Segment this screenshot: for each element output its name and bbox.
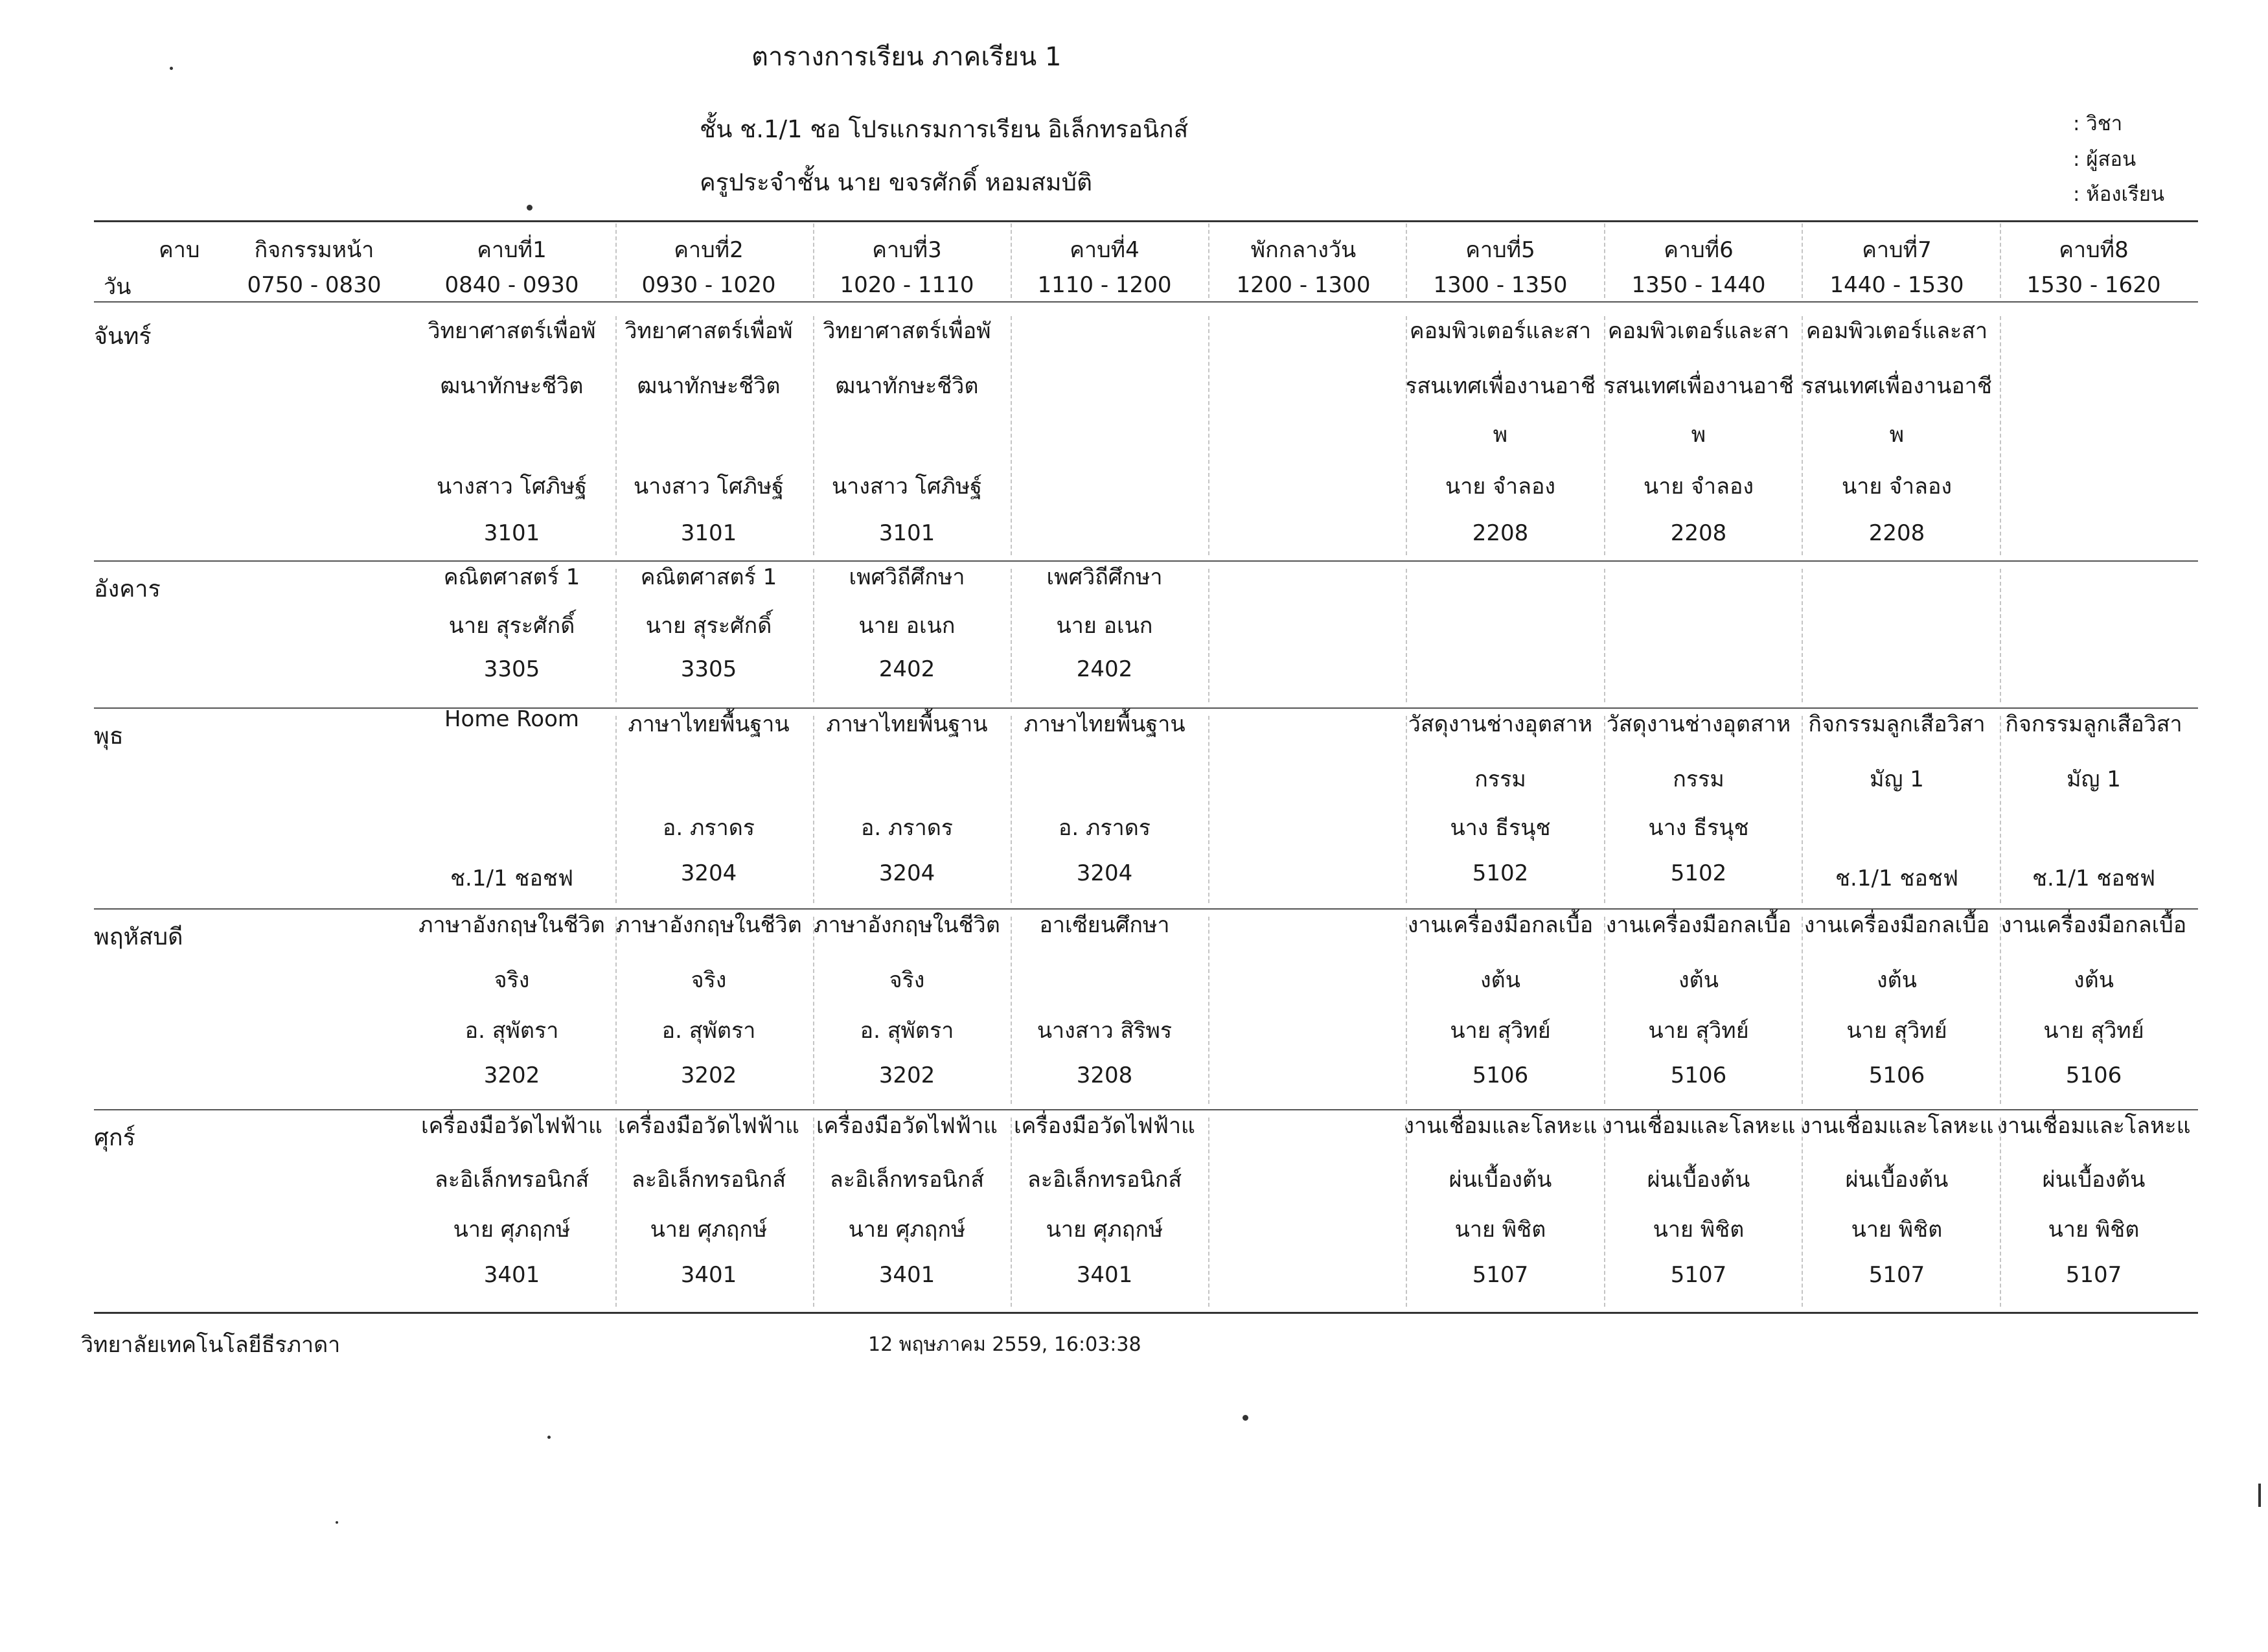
schedule-cell-line: 3101: [680, 520, 737, 546]
row-column-separator: [1406, 569, 1407, 702]
schedule-cell-line: นาย สุวิทย์: [2043, 1018, 2144, 1044]
schedule-cell-line: ฒนาทักษะชีวิต: [637, 373, 781, 399]
schedule-cell-line: 5106: [1670, 1062, 1727, 1088]
schedule-cell-line: 3204: [1076, 860, 1133, 886]
schedule-cell-line: งานเชื่อมและโลหะแ: [1997, 1113, 2191, 1139]
schedule-cell-line: ภาษาอังกฤษในชีวิต: [418, 912, 605, 938]
schedule-cell-line: งานเครื่องมือกลเบื้อ: [1605, 912, 1792, 938]
schedule-cell-line: 5107: [1868, 1262, 1925, 1288]
schedule-cell-line: ผ่นเบื้องต้น: [1647, 1167, 1750, 1193]
schedule-cell-line: 5106: [2065, 1062, 2122, 1088]
row-column-separator: [813, 1118, 814, 1307]
schedule-cell-line: วิทยาศาสตร์เพื่อพั: [428, 318, 596, 344]
schedule-cell-line: ละอิเล็กทรอนิกส์: [1027, 1167, 1182, 1193]
legend-teacher: : ผู้สอน: [2073, 148, 2136, 171]
schedule-cell-line: นาย สุวิทย์: [1648, 1018, 1749, 1044]
schedule-cell-line: เครื่องมือวัดไฟฟ้าแ: [816, 1113, 998, 1139]
schedule-cell-line: นาย ศุภฤกษ์: [1046, 1217, 1163, 1243]
schedule-cell-line: 3208: [1076, 1062, 1133, 1088]
schedule-cell-line: ผ่นเบื้องต้น: [1845, 1167, 1949, 1193]
row-column-separator: [1011, 1118, 1012, 1307]
column-header-time: 1200 - 1300: [1236, 272, 1371, 298]
schedule-cell-line: 3101: [878, 520, 935, 546]
column-header-label: คาบที่8: [2059, 237, 2129, 263]
row-column-separator: [2000, 569, 2001, 702]
schedule-cell-line: ภาษาอังกฤษในชีวิต: [615, 912, 802, 938]
row-column-separator: [615, 569, 617, 702]
schedule-cell-line: ช.1/1 ชอชฟ: [450, 866, 574, 891]
column-header-label: คาบที่5: [1465, 237, 1535, 263]
row-column-separator: [1406, 716, 1407, 903]
header-column-separator: [1802, 224, 1803, 298]
schedule-cell-line: คณิตศาสตร์ 1: [443, 564, 580, 590]
schedule-cell-line: นาย ศุภฤกษ์: [848, 1217, 966, 1243]
row-column-separator: [1604, 316, 1605, 555]
scan-speck: [547, 1436, 551, 1439]
corner-period-label: คาบ: [159, 237, 200, 263]
document-title: ตารางการเรียน ภาคเรียน 1: [751, 42, 1062, 72]
schedule-cell-line: งต้น: [1877, 967, 1917, 993]
row-column-separator: [615, 716, 617, 903]
schedule-cell-line: เครื่องมือวัดไฟฟ้าแ: [421, 1113, 602, 1139]
scan-speck: [1243, 1415, 1248, 1421]
schedule-cell-line: วัสดุงานช่างอุตสาห: [1408, 711, 1593, 737]
schedule-cell-line: นาง ธีรนุช: [1648, 815, 1749, 841]
column-header-time: 0750 - 0830: [247, 272, 382, 298]
schedule-cell-line: ละอิเล็กทรอนิกส์: [434, 1167, 590, 1193]
schedule-cell-line: เพศวิถีศึกษา: [1046, 564, 1163, 590]
schedule-cell-line: นาง ธีรนุช: [1450, 815, 1551, 841]
schedule-cell-line: 5107: [2065, 1262, 2122, 1288]
column-header-label: คาบที่6: [1664, 237, 1734, 263]
homeroom-teacher-line: ครูประจำชั้น นาย ขจรศักดิ์ หอมสมบัติ: [700, 168, 1093, 196]
schedule-cell-line: นาย จำลอง: [1445, 474, 1555, 499]
row-column-separator: [2000, 1118, 2001, 1307]
schedule-cell-line: อ. สุพัตรา: [661, 1018, 756, 1044]
column-header-time: 1020 - 1110: [840, 272, 974, 298]
schedule-cell-line: เพศวิถีศึกษา: [849, 564, 965, 590]
schedule-cell-line: อาเซียนศึกษา: [1039, 912, 1170, 938]
schedule-cell-line: ช.1/1 ชอชฟ: [2032, 866, 2156, 891]
schedule-cell-line: 2208: [1670, 520, 1727, 546]
schedule-cell-line: คอมพิวเตอร์และสา: [1607, 318, 1790, 344]
row-column-separator: [615, 316, 617, 555]
schedule-cell-line: 5107: [1472, 1262, 1529, 1288]
class-program-line: ชั้น ช.1/1 ชอ โปรแกรมการเรียน อิเล็กทรอนิกส์: [700, 115, 1189, 143]
row-column-separator: [1604, 569, 1605, 702]
column-header-label: คาบที่3: [872, 237, 942, 263]
row-column-separator: [1011, 917, 1012, 1104]
scan-speck: [2258, 1484, 2261, 1507]
schedule-cell-line: งต้น: [1480, 967, 1520, 993]
row-column-separator: [1604, 716, 1605, 903]
schedule-cell-line: พ: [1889, 422, 1905, 448]
schedule-cell-line: นาย ศุภฤกษ์: [650, 1217, 768, 1243]
schedule-cell-line: ภาษาอังกฤษในชีวิต: [814, 912, 1000, 938]
schedule-cell-line: 5107: [1670, 1262, 1727, 1288]
scan-speck: [336, 1521, 338, 1524]
row-column-separator: [1011, 716, 1012, 903]
corner-day-label: วัน: [104, 274, 132, 300]
schedule-cell-line: งต้น: [1678, 967, 1719, 993]
schedule-cell-line: 5106: [1472, 1062, 1529, 1088]
column-header-label: คาบที่1: [477, 237, 547, 263]
schedule-cell-line: นาย พิชิต: [1454, 1217, 1546, 1243]
print-timestamp: 12 พฤษภาคม 2559, 16:03:38: [868, 1333, 1141, 1356]
row-column-separator: [1208, 716, 1209, 903]
schedule-cell-line: 2208: [1868, 520, 1925, 546]
row-column-separator: [1604, 917, 1605, 1104]
schedule-cell-line: กิจกรรมลูกเสือวิสา: [2005, 711, 2182, 737]
header-top-rule: [94, 220, 2198, 222]
row-column-separator: [615, 1118, 617, 1307]
schedule-cell-line: พ: [1493, 422, 1508, 448]
schedule-cell-line: ภาษาไทยพื้นฐาน: [1024, 711, 1186, 737]
schedule-cell-line: งานเครื่องมือกลเบื้อ: [1407, 912, 1594, 938]
header-column-separator: [1208, 224, 1209, 298]
schedule-cell-line: รสนเทศเพื่องานอาชี: [1405, 373, 1596, 399]
column-header-label: พักกลางวัน: [1250, 237, 1357, 263]
schedule-cell-line: ฒนาทักษะชีวิต: [440, 373, 584, 399]
schedule-cell-line: พ: [1691, 422, 1706, 448]
row-column-separator: [1604, 1118, 1605, 1307]
header-column-separator: [615, 224, 617, 298]
schedule-cell-line: นางสาว โศภิษฐ์: [436, 474, 588, 499]
day-label: พฤหัสบดี: [94, 924, 183, 950]
schedule-cell-line: รสนเทศเพื่องานอาชี: [1802, 373, 1992, 399]
schedule-cell-line: ผ่นเบื้องต้น: [1449, 1167, 1552, 1193]
schedule-cell-line: อ. ภราดร: [1058, 815, 1151, 841]
schedule-cell-line: 3401: [1076, 1262, 1133, 1288]
schedule-cell-line: คณิตศาสตร์ 1: [640, 564, 777, 590]
column-header-label: คาบที่7: [1862, 237, 1932, 263]
column-header-time: 1440 - 1530: [1829, 272, 1964, 298]
institution-name: วิทยาลัยเทคโนโลยีธีรภาดา: [81, 1332, 341, 1358]
row-column-separator: [1802, 316, 1803, 555]
schedule-cell-line: 2402: [1076, 656, 1133, 682]
row-column-separator: [1406, 316, 1407, 555]
schedule-cell-line: นาย พิชิต: [1851, 1217, 1943, 1243]
schedule-cell-line: 3401: [483, 1262, 540, 1288]
schedule-cell-line: 2402: [878, 656, 935, 682]
schedule-cell-line: งานเครื่องมือกลเบื้อ: [1804, 912, 1990, 938]
schedule-cell-line: ฒนาทักษะชีวิต: [835, 373, 979, 399]
schedule-cell-line: นาย สุระศักดิ์: [448, 613, 575, 639]
row-column-separator: [813, 569, 814, 702]
schedule-cell-line: นาย จำลอง: [1644, 474, 1754, 499]
row-column-separator: [615, 917, 617, 1104]
row-column-separator: [1802, 1118, 1803, 1307]
schedule-cell-line: ภาษาไทยพื้นฐาน: [826, 711, 988, 737]
schedule-cell-line: นาย พิชิต: [1653, 1217, 1745, 1243]
schedule-cell-line: 5106: [1868, 1062, 1925, 1088]
schedule-cell-line: ละอิเล็กทรอนิกส์: [829, 1167, 985, 1193]
scan-speck: [170, 67, 173, 70]
schedule-cell-line: 2208: [1472, 520, 1529, 546]
schedule-cell-line: มัญ 1: [2067, 766, 2121, 792]
row-column-separator: [1802, 716, 1803, 903]
schedule-cell-line: นาย ศุภฤกษ์: [453, 1217, 571, 1243]
schedule-cell-line: จริง: [691, 967, 727, 993]
schedule-cell-line: งานเชื่อมและโลหะแ: [1800, 1113, 1994, 1139]
schedule-cell-line: 3204: [878, 860, 935, 886]
schedule-cell-line: 3202: [680, 1062, 737, 1088]
schedule-cell-line: กรรม: [1673, 766, 1724, 792]
row-column-separator: [1011, 569, 1012, 702]
schedule-cell-line: 3305: [483, 656, 540, 682]
schedule-cell-line: 3401: [878, 1262, 935, 1288]
schedule-cell-line: เครื่องมือวัดไฟฟ้าแ: [1014, 1113, 1195, 1139]
header-column-separator: [1604, 224, 1605, 298]
schedule-cell-line: 3202: [878, 1062, 935, 1088]
schedule-cell-line: นาย จำลอง: [1842, 474, 1952, 499]
schedule-cell-line: ช.1/1 ชอชฟ: [1835, 866, 1959, 891]
column-header-time: 0840 - 0930: [444, 272, 579, 298]
schedule-cell-line: คอมพิวเตอร์และสา: [1409, 318, 1592, 344]
scan-speck: [527, 205, 533, 211]
column-header-time: 0930 - 1020: [641, 272, 776, 298]
header-column-separator: [813, 224, 814, 298]
schedule-cell-line: คอมพิวเตอร์และสา: [1805, 318, 1988, 344]
schedule-cell-line: อ. ภราดร: [662, 815, 755, 841]
schedule-cell-line: นาย พิชิต: [2048, 1217, 2140, 1243]
schedule-cell-line: 3202: [483, 1062, 540, 1088]
row-column-separator: [1208, 1118, 1209, 1307]
schedule-cell-line: 3305: [680, 656, 737, 682]
row-column-separator: [813, 917, 814, 1104]
row-column-separator: [1802, 917, 1803, 1104]
row-column-separator: [1406, 1118, 1407, 1307]
column-header-label: คาบที่2: [674, 237, 744, 263]
schedule-cell-line: อ. สุพัตรา: [464, 1018, 559, 1044]
schedule-cell-line: นางสาว โศภิษฐ์: [633, 474, 785, 499]
row-column-separator: [1802, 569, 1803, 702]
schedule-cell-line: นาย สุวิทย์: [1450, 1018, 1551, 1044]
row-column-separator: [813, 716, 814, 903]
schedule-cell-line: 3401: [680, 1262, 737, 1288]
schedule-cell-line: รสนเทศเพื่องานอาชี: [1603, 373, 1794, 399]
column-header-label: คาบที่4: [1070, 237, 1140, 263]
schedule-cell-line: ละอิเล็กทรอนิกส์: [631, 1167, 786, 1193]
column-header-time: 1350 - 1440: [1631, 272, 1766, 298]
schedule-cell-line: เครื่องมือวัดไฟฟ้าแ: [618, 1113, 799, 1139]
column-header-time: 1530 - 1620: [2026, 272, 2161, 298]
row-column-separator: [1208, 569, 1209, 702]
column-header-time: 1110 - 1200: [1037, 272, 1172, 298]
header-bottom-rule: [94, 301, 2198, 303]
schedule-cell-line: 3204: [680, 860, 737, 886]
row-column-separator: [2000, 917, 2001, 1104]
row-column-separator: [1406, 917, 1407, 1104]
schedule-cell-line: งานเชื่อมและโลหะแ: [1601, 1113, 1796, 1139]
schedule-cell-line: งานเครื่องมือกลเบื้อ: [2000, 912, 2187, 938]
schedule-cell-line: อ. สุพัตรา: [860, 1018, 954, 1044]
schedule-cell-line: นาย สุระศักดิ์: [645, 613, 772, 639]
schedule-cell-line: วิทยาศาสตร์เพื่อพั: [624, 318, 793, 344]
legend-room: : ห้องเรียน: [2073, 183, 2165, 206]
schedule-cell-line: นาย อเนก: [1056, 613, 1153, 639]
schedule-cell-line: ภาษาไทยพื้นฐาน: [628, 711, 790, 737]
schedule-cell-line: 5102: [1670, 860, 1727, 886]
row-column-separator: [1011, 316, 1012, 555]
schedule-cell-line: ผ่นเบื้องต้น: [2042, 1167, 2146, 1193]
schedule-cell-line: นาย สุวิทย์: [1846, 1018, 1947, 1044]
schedule-cell-line: 5102: [1472, 860, 1529, 886]
schedule-cell-line: นาย อเนก: [858, 613, 956, 639]
schedule-cell-line: วัสดุงานช่างอุตสาห: [1606, 711, 1791, 737]
column-header-time: 1300 - 1350: [1433, 272, 1568, 298]
header-column-separator: [1406, 224, 1407, 298]
header-column-separator: [1011, 224, 1012, 298]
schedule-cell-line: จริง: [494, 967, 530, 993]
row-column-separator: [1208, 917, 1209, 1104]
schedule-cell-line: Home Room: [444, 706, 580, 732]
schedule-cell-line: อ. ภราดร: [860, 815, 954, 841]
schedule-cell-line: มัญ 1: [1870, 766, 1924, 792]
day-label: ศุกร์: [94, 1125, 135, 1151]
row-column-separator: [1208, 316, 1209, 555]
day-label: อังคาร: [94, 576, 161, 602]
schedule-cell-line: จริง: [889, 967, 925, 993]
schedule-cell-line: นางสาว โศภิษฐ์: [831, 474, 983, 499]
row-column-separator: [813, 316, 814, 555]
row-column-separator: [2000, 716, 2001, 903]
column-header-label: กิจกรรมหน้า: [254, 237, 374, 263]
schedule-cell-line: กรรม: [1474, 766, 1526, 792]
row-divider: [94, 1312, 2198, 1314]
schedule-cell-line: งานเชื่อมและโลหะแ: [1403, 1113, 1598, 1139]
schedule-cell-line: งต้น: [2074, 967, 2114, 993]
schedule-cell-line: วิทยาศาสตร์เพื่อพั: [823, 318, 991, 344]
schedule-cell-line: 3101: [483, 520, 540, 546]
day-label: จันทร์: [94, 323, 152, 350]
schedule-cell-line: กิจกรรมลูกเสือวิสา: [1808, 711, 1986, 737]
day-label: พุธ: [94, 723, 124, 750]
header-column-separator: [2000, 224, 2001, 298]
legend-subject: : วิชา: [2073, 112, 2123, 135]
row-column-separator: [2000, 316, 2001, 555]
schedule-cell-line: นางสาว สิริพร: [1037, 1018, 1173, 1044]
